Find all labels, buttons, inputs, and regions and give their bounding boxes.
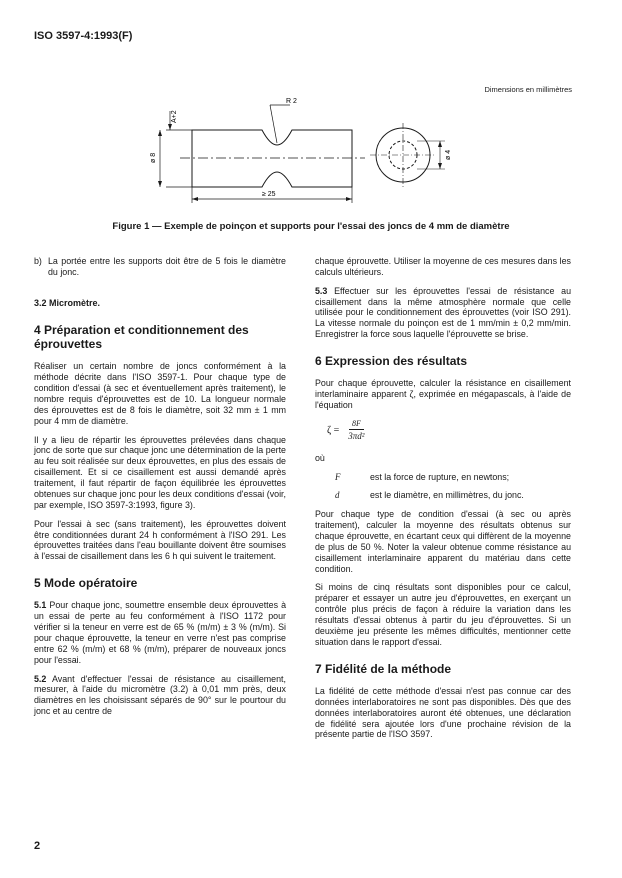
equation-fraction: [345, 419, 367, 443]
left-column: [34, 256, 286, 725]
section-5-3-paragraph: [315, 286, 571, 340]
list-item-b: [34, 256, 286, 286]
dim-r-label: R 2: [286, 98, 297, 105]
dim-a-label: A+2: [171, 110, 178, 123]
dim-length-label: ≥ 25: [262, 191, 276, 198]
list-item-label: b): [34, 256, 42, 266]
section-5-3-number: 5.3: [315, 285, 328, 296]
section-4-paragraph-1: Réaliser un certain nombre de joncs conformément à la méthode décrite dans l'ISO 3597-1. Pour chaque type de condition d'essai (à sec et éventuellement après traitement), le nombre requis d'éprouvettes est de 10. La longueur normale des éprouvettes est de 8 fois le diamètre, soit 32 mm ± 1 mm pour 4 mm de diamètre.: [34, 361, 286, 426]
punch-outline: [192, 130, 352, 187]
figure-drawing: [130, 95, 470, 210]
section-4-title: 4 Préparation et conditionnement des éprouvettes: [34, 322, 249, 352]
list-item-text: La portée entre les supports doit être de 5 fois le diamètre du jonc.: [48, 256, 286, 277]
section-3-2-title: 3.2 Micromètre.: [34, 297, 101, 308]
page-number: 2: [34, 840, 41, 852]
section-5-title: 5 Mode opératoire: [34, 576, 138, 591]
section-5-1-text: Pour chaque jonc, soumettre ensemble deux éprouvettes à un essai de perte au feu conformément à l'ISO 1172 pour vérifier si la teneur en verre est de 65 % (m/m) ± 3 % (m/m). Si pour chaque éprouvette, la teneur en verre n'est pas comprise entre 62 % (m/m) et 68 % (m/m), préparer de nouveaux joncs pour l'essai.: [34, 600, 287, 665]
right-column: [315, 256, 571, 748]
units-note: Dimensions en millimètres: [484, 85, 572, 94]
equation-denominator: 3πd²: [348, 430, 365, 441]
section-5-2-text: Avant d'effectuer l'essai de résistance au cisaillement, mesurer, à l'aide du micromètre (3.2) à 0,01 mm près, deux diamètres en les choisissant séparés de 90° sur le pourtour du jonc et au centre de: [34, 673, 286, 717]
variable-definition-d: [335, 490, 571, 501]
section-6-paragraph-1: Pour chaque éprouvette, calculer la résistance en cisaillement interlaminaire apparent ζ, exprimée en mégapascals, à l'aide de l'équation: [315, 378, 571, 411]
equation-lhs: ζ =: [327, 424, 340, 436]
continuation-paragraph: chaque éprouvette. Utiliser la moyenne de ces mesures dans les calculs ultérieurs.: [315, 256, 571, 277]
section-6-title: 6 Expression des résultats: [315, 354, 468, 369]
section-6-paragraph-3: Si moins de cinq résultats sont disponibles pour ce calcul, préparer et essayer un autre jeu d'éprouvettes, en exerçant un contrôle plus précis de façon à réduire la variation dans les résultats d'essai obtenus à partir du jeu d'éprouvettes. Si un deuxième jeu présente les mêmes difficultés, mentionner cette situation dans le rapport d'essai.: [315, 582, 571, 647]
where-label: où: [315, 452, 325, 463]
section-6-paragraph-2: Pour chaque type de condition d'essai (à sec ou après traitement), calculer la moyenne des résultats obtenus sur chaque éprouvette, en écartant ceux qui diffèrent de la moyenne de plus de 50 %. Noter la valeur obtenue comme résistance au cisaillement interlaminaire apparent du matériau dans cette condition.: [315, 509, 571, 574]
section-5-2-paragraph: [34, 674, 286, 717]
section-4-paragraph-2: Il y a lieu de répartir les éprouvettes prélevées dans chaque jonc de sorte que sur chaque jonc une détermination de la perte au feu soit réalisée sur deux éprouvettes, en plus des essais de cisaillement. Et si ce cisaillement est aussi demandé après traitement, il faut répartir de façon équilibrée les éprouvettes obtenues sur chaque jonc pour les deux conditions d'essai (voir, par exemple, ISO 3597-3:1993, figure 3).: [34, 434, 286, 510]
dim-phi4-label: ø 4: [445, 149, 452, 160]
document-header: ISO 3597-4:1993(F): [34, 30, 133, 42]
figure-caption: Figure 1 — Exemple de poinçon et supports pour l'essai des joncs de 4 mm de diamètre: [112, 221, 510, 232]
section-7-title: 7 Fidélité de la méthode: [315, 661, 452, 676]
section-5-2-number: 5.2: [34, 673, 47, 684]
section-7-paragraph: La fidélité de cette méthode d'essai n'est pas connue car des données interlaboratoires ne sont pas disponibles. Dès que des données interlaboratoires auront été obtenues, une déclaration de fidélité sera ajoutée lors d'une prochaine révision de la présente partie de l'ISO 3597.: [315, 685, 571, 740]
variable-symbol: d: [335, 490, 340, 501]
variable-symbol: F: [335, 471, 341, 482]
section-5-3-text: Effectuer sur les éprouvettes l'essai de résistance au cisaillement dans la même atmosphère normale que celle utilisée pour le conditionnement des éprouvettes (voir ISO 291). La vitesse normale du poinçon est de 1 mm/min ± 0,2 mm/min. Enregistrer la force sous laquelle l'éprouvette se brise.: [315, 285, 572, 340]
variable-description: est la force de rupture, en newtons;: [370, 471, 510, 482]
dim-phi8-label: ø 8: [150, 152, 157, 163]
section-4-paragraph-3: Pour l'essai à sec (sans traitement), les éprouvettes doivent être conditionnées durant 24 h conformément à l'ISO 291. Les éprouvettes traitées dans l'eau bouillante doivent être soumises à l'essai de cisaillement dans les 6 h qui suivent le traitement.: [34, 518, 286, 562]
variable-description: est le diamètre, en millimètres, du jonc.: [370, 490, 524, 501]
equation-numerator: 8F: [349, 419, 364, 430]
equation: [327, 419, 571, 443]
section-5-1-paragraph: [34, 600, 286, 665]
variable-definition-F: [335, 472, 571, 483]
section-5-1-number: 5.1: [34, 600, 47, 611]
